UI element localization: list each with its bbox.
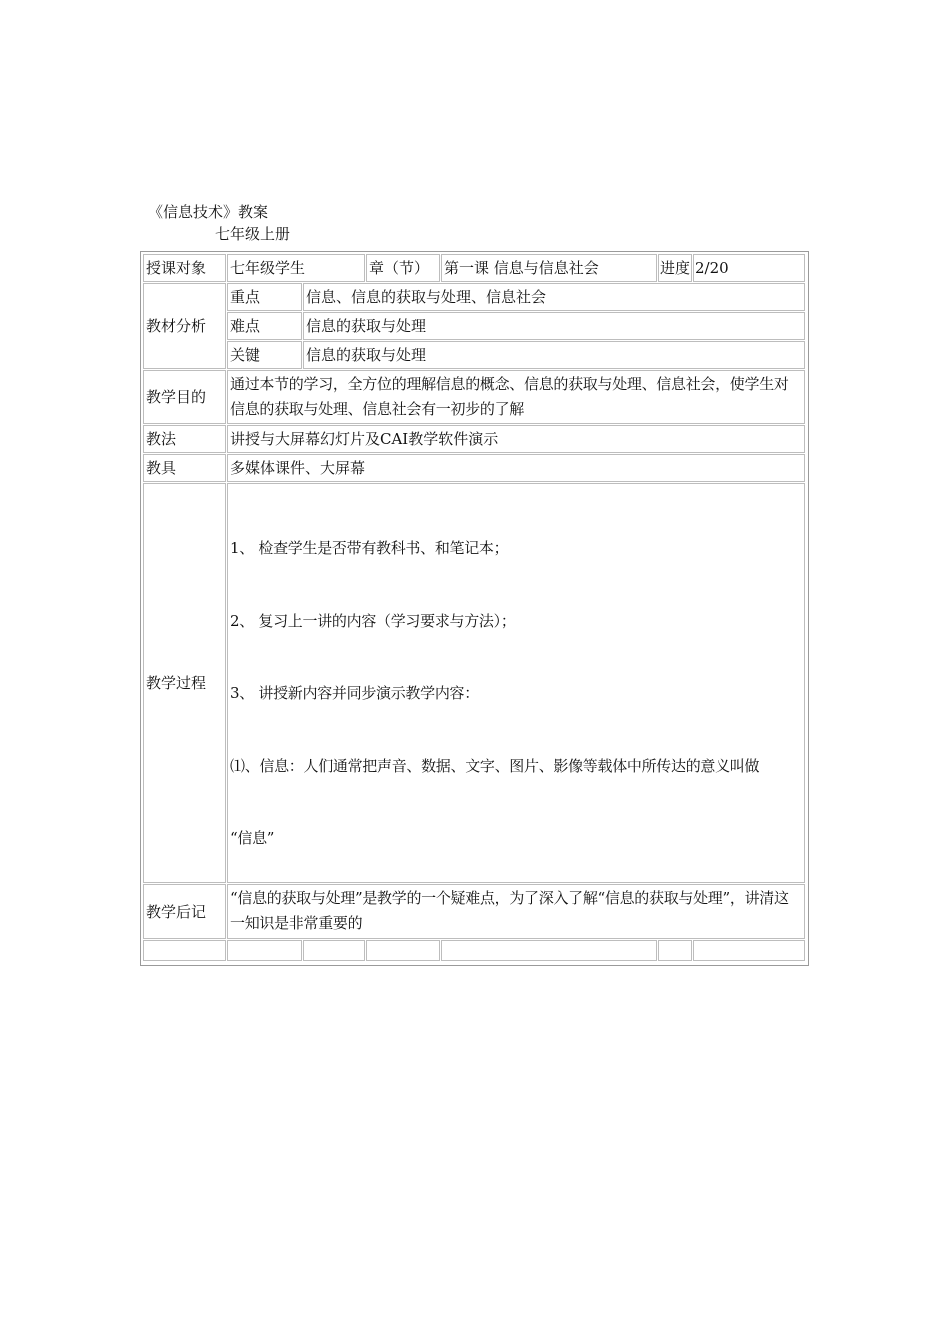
method-label: 教法	[143, 425, 226, 453]
critical-value: 信息的获取与处理	[303, 341, 805, 369]
empty-cell	[366, 940, 440, 961]
tools-text: 多媒体课件、大屏幕	[227, 454, 805, 482]
difficulty-value: 信息的获取与处理	[303, 312, 805, 340]
chapter-value: 第一课 信息与信息社会	[441, 254, 657, 282]
progress-label: 进度	[658, 254, 692, 282]
postscript-text: “信息的获取与处理”是教学的一个疑难点，为了深入了解“信息的获取与处理”，讲清这一知识是非常重要的	[227, 884, 805, 939]
process-line: 3、 讲授新内容并同步演示教学内容：	[230, 684, 479, 702]
empty-cell	[693, 940, 805, 961]
critical-label: 关键	[227, 341, 302, 369]
method-text: 讲授与大屏幕幻灯片及CAI教学软件演示	[227, 425, 805, 453]
analysis-label: 教材分析	[143, 283, 226, 369]
empty-cell	[441, 940, 657, 961]
goal-text: 通过本节的学习，全方位的理解信息的概念、信息的获取与处理、信息社会，使学生对信息的获取与处理、信息社会有一初步的了解	[227, 370, 805, 424]
document-title: 《信息技术》教案	[148, 203, 269, 221]
process-content	[227, 483, 805, 883]
empty-cell	[658, 940, 692, 961]
empty-cell	[143, 940, 226, 961]
document-heading	[148, 201, 290, 245]
lesson-plan-table	[140, 251, 809, 966]
empty-cell	[303, 940, 365, 961]
difficulty-label: 难点	[227, 312, 302, 340]
goal-label: 教学目的	[143, 370, 226, 424]
process-line: 2、 复习上一讲的内容（学习要求与方法）；	[230, 611, 516, 630]
process-label: 教学过程	[143, 483, 226, 883]
key-point-label: 重点	[227, 283, 302, 311]
target-value: 七年级学生	[227, 254, 365, 282]
target-label: 授课对象	[143, 254, 226, 282]
process-line: “信息”	[230, 829, 275, 847]
empty-cell	[227, 940, 302, 961]
process-line: 1、 检查学生是否带有教科书、和笔记本；	[230, 539, 509, 557]
chapter-label: 章（节）	[366, 254, 440, 282]
key-point-value: 信息、信息的获取与处理、信息社会	[303, 283, 805, 311]
tools-label: 教具	[143, 454, 226, 482]
progress-value: 2/20	[693, 254, 805, 282]
postscript-label: 教学后记	[143, 884, 226, 939]
process-line: ⑴、信息：人们通常把声音、数据、文字、图片、影像等载体中所传达的意义叫做	[230, 756, 760, 775]
document-subtitle: 七年级上册	[215, 225, 291, 243]
